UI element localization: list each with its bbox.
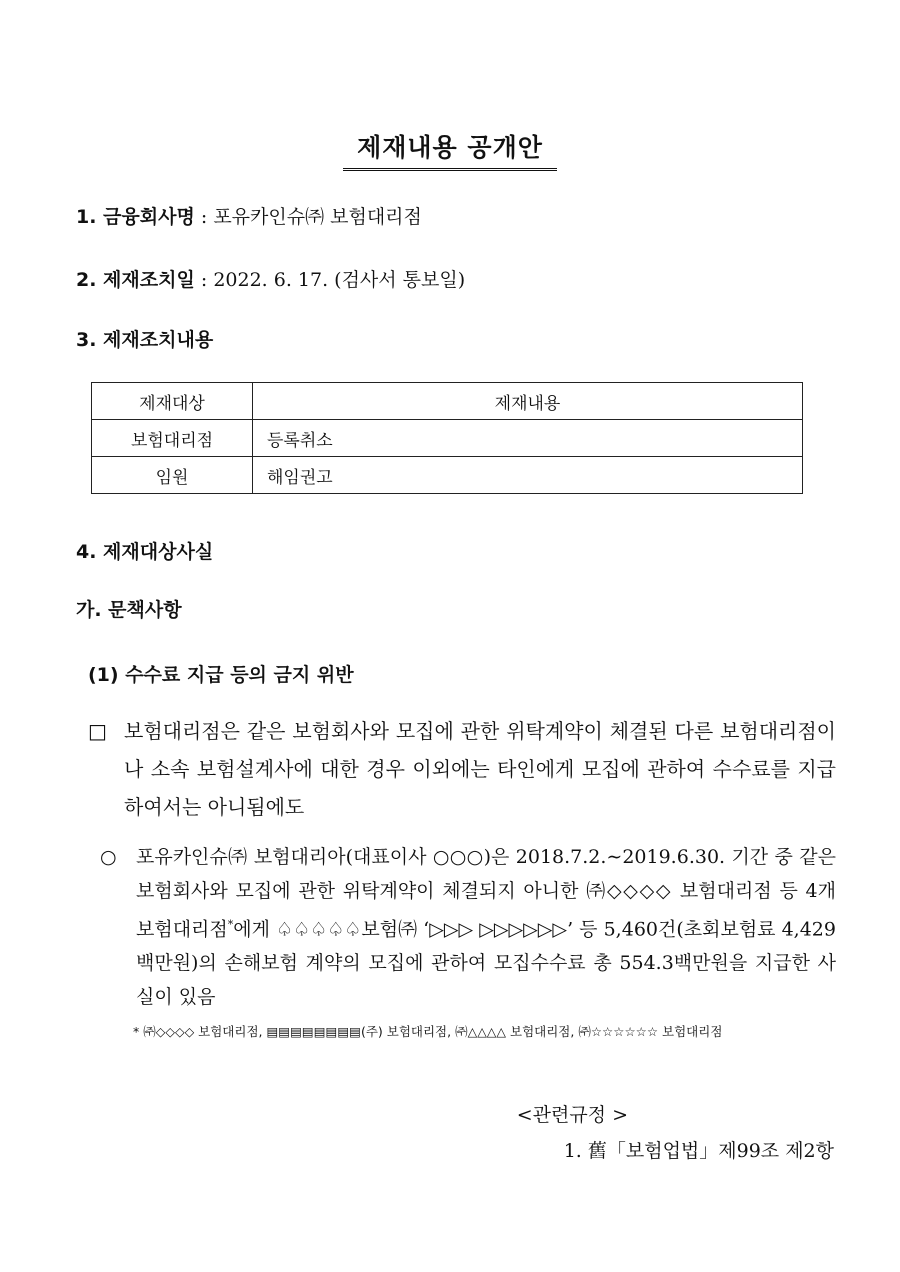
table-row (92, 457, 803, 494)
related-regulation-title: <관련규정 > (516, 1104, 628, 1126)
table-cell-content: 해임권고 (253, 457, 803, 494)
table-header-target: 제재대상 (92, 383, 253, 420)
subheading-violation: (1) 수수료 지급 등의 금지 위반 (88, 664, 354, 686)
title-wrap (0, 128, 900, 171)
box-paragraph (88, 712, 836, 819)
footnote: * ㈜◇◇◇◇ 보험대리점, ▤▤▤▤▤▤▤▤(주) 보험대리점, ㈜△△△△ 보험대리점, ㈜☆☆☆☆☆☆ 보험대리점 (133, 1024, 723, 1039)
section-1-label: 1. 금융회사명 (76, 206, 195, 228)
table-header-content: 제재내용 (253, 383, 803, 420)
section-1-separator: : (194, 206, 214, 228)
section-sanction-date (76, 265, 465, 292)
sanction-table (91, 382, 803, 494)
circle-bullet-icon: ○ (100, 846, 117, 868)
table-header-row (92, 383, 803, 420)
section-sanction-content (76, 325, 213, 352)
section-2-label: 2. 제재조치일 (76, 269, 195, 291)
section-company-name (76, 202, 422, 229)
section-1-value: 포유카인슈㈜ 보험대리점 (213, 206, 422, 228)
circle-text-part-a: 포유카인슈㈜ 보험대리아(대표이사 ○○○)은 2018.7.2.∼2019.6.30. 기간 중 같은 보험회사와 모집에 관한 위탁계약이 체결되지 아니한 ㈜◇◇◇◇ 보험대리점 등 4개 보험대리점 (136, 846, 836, 941)
footnote-marker: * (227, 918, 234, 931)
section-3-label: 3. 제재조치내용 (76, 329, 214, 351)
section-2-value: 2022. 6. 17. (검사서 통보일) (213, 269, 466, 291)
table-cell-target: 보험대리점 (92, 420, 253, 457)
box-paragraph-text: 보험대리점은 같은 보험회사와 모집에 관한 위탁계약이 체결된 다른 보험대리점이나 소속 보험설계사에 대한 경우 이외에는 타인에게 모집에 관하여 수수료를 지급하여서는 아니됨에도 (124, 719, 836, 819)
circle-paragraph (100, 840, 836, 1009)
table-row (92, 420, 803, 457)
section-sanction-facts (76, 537, 213, 564)
table-cell-target: 임원 (92, 457, 253, 494)
checkbox-bullet-icon: □ (88, 719, 107, 743)
section-2-separator: : (194, 269, 214, 291)
section-4-label: 4. 제재대상사실 (76, 541, 214, 563)
circle-text-part-b: 에게 ♤♤♤♤♤보험㈜ ‘▷▷▷ ▷▷▷▷▷▷’ 등 5,460건(초회보험료 4,429백만원)의 손해보험 계약의 모집에 관하여 모집수수료 총 554.3백만원을 지급한 사실이 있음 (136, 918, 836, 1009)
section-reprimand (76, 595, 182, 622)
page-title: 제재내용 공개안 (343, 128, 557, 171)
related-regulation-item: 1. 舊「보험업법」제99조 제2항 (563, 1140, 834, 1162)
section-4a-label: 가. 문책사항 (76, 599, 182, 621)
table-cell-content: 등록취소 (253, 420, 803, 457)
circle-paragraph-text (136, 840, 836, 1014)
